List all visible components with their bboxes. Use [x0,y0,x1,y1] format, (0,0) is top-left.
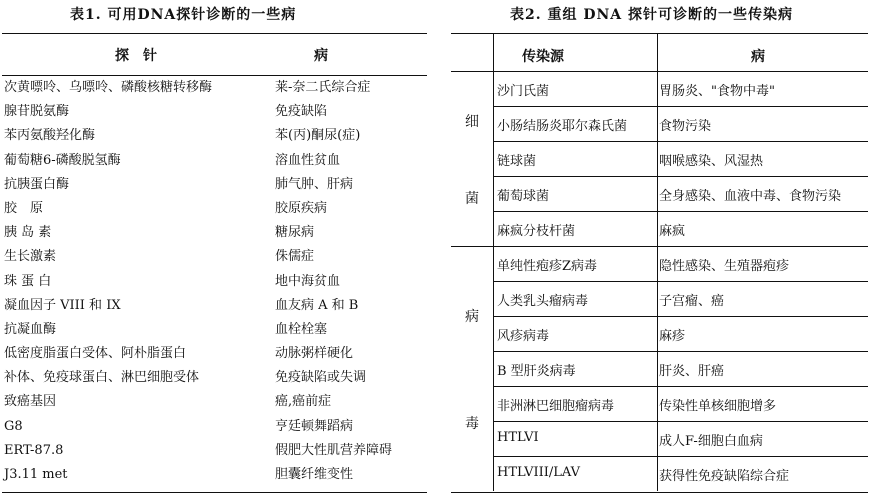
table2-row [493,318,868,349]
table1-probe-cell: ERT-87.8 [4,442,64,458]
table1-probe-cell: 胰 岛 素 [4,225,52,241]
table1-header-row [2,33,427,75]
table1-probe-cell: 抗凝血酶 [4,321,57,337]
table2-row-rule [493,211,868,212]
table1-row [2,76,427,100]
table1-row [2,342,427,366]
table1-disease-cell: 癌,癌前症 [275,394,332,410]
table2-row-rule [493,281,868,282]
table2-source-cell: 沙门氏菌 [497,84,550,99]
table2-row [493,73,868,104]
table1-disease-cell: 胶原疾病 [275,200,328,216]
table2-row-rule [493,316,868,317]
table2-row-rule [493,456,868,457]
table1-probe-cell: 凝血因子 VIII 和 IX [4,297,121,313]
table2-disease-cell: 隐性感染、生殖器疱疹 [659,259,790,274]
table1-disease-cell: 侏儒症 [275,249,315,265]
table1-row [2,270,427,294]
table1-disease-cell: 胆囊纤维变性 [275,467,354,482]
table1-disease-cell: 溶血性贫血 [275,152,341,168]
table1-disease-cell: 动脉粥样硬化 [275,346,354,362]
table1-header-disease: 病 [314,48,328,64]
table2-source-cell: 小肠结肠炎耶尔森氏菌 [497,119,628,134]
table2-header-disease: 病 [751,49,765,65]
table2-source-cell: B 型肝炎病毒 [497,364,576,379]
table2-caption: 表2. 重组 DNA 探针可诊断的一些传染病 [510,7,794,23]
table1-probe-cell: 致癌基因 [4,394,57,410]
table2-category-label: 毒 [465,416,479,433]
table2-row-rule [493,386,868,387]
table2-category-label: 细 [465,114,479,130]
table1-disease-cell: 苯(丙)酮尿(症) [275,128,361,144]
table1-probe-cell: 葡萄糖6-磷酸脱氢酶 [4,152,121,168]
table2-disease-cell: 获得性免疫缺陷综合症 [659,469,790,484]
table1-probe-cell: 胶 原 [4,200,44,216]
table1-disease-cell: 血友病 A 和 B [275,297,359,313]
table2-disease-cell: 麻疹 [659,329,686,344]
table2-row-rule [493,141,868,142]
table1-probe-cell: 腺苷脱氨酶 [4,104,70,120]
table1-body [2,76,427,487]
table2-row [493,283,868,314]
table1-row [2,124,427,148]
table1-disease-cell: 假肥大性肌营养障碍 [275,442,393,458]
table2-row [493,458,868,489]
table1-disease-cell: 免疫缺陷 [275,104,328,120]
table1-row [2,390,427,414]
table1-row [2,197,427,221]
table1-probe-cell: J3.11 met [4,467,68,482]
table2 [451,33,868,493]
table2-disease-cell: 全身感染、血液中毒、食物污染 [659,189,842,204]
table2-disease-cell: 食物污染 [659,119,712,134]
table2-source-cell: 链球菌 [497,154,537,169]
table2-source-cell: 风疹病毒 [497,329,550,344]
table1-row [2,463,427,487]
table2-disease-cell: 肝炎、肝癌 [659,364,725,379]
table1-disease-cell: 免疫缺陷或失调 [275,370,367,386]
table1-header-probe: 探针 [115,48,171,64]
table1-disease-cell: 莱-奈二氏综合症 [275,80,371,95]
table1-row [2,221,427,245]
table2-disease-cell: 成人F-细胞白血病 [659,434,763,449]
table2-row [493,178,868,209]
table2-category-label: 病 [465,308,479,325]
table2-header-source: 传染源 [522,49,564,65]
table1-disease-cell: 糖尿病 [275,225,315,241]
table1-disease-cell: 肺气肿、肝病 [275,176,354,192]
table2-disease-cell: 咽喉感染、风湿热 [659,154,764,169]
table1 [2,33,427,493]
table2-row [493,213,868,244]
table2-row [493,143,868,174]
table2-source-cell: 人类乳头瘤病毒 [497,294,589,309]
table2-source-cell: 麻疯分枝杆菌 [497,224,576,239]
table1-probe-cell: 补体、免疫球蛋白、淋巴细胞受体 [4,370,200,386]
table2-source-cell: 非洲淋巴细胞瘤病毒 [497,399,615,414]
table1-row [2,100,427,124]
table1-row [2,415,427,439]
table2-row-rule [493,176,868,177]
table1-row [2,294,427,318]
table2-grid [451,34,868,491]
table1-caption: 表1. 可用DNA探针诊断的一些病 [70,7,297,23]
table2-source-cell: HTLVI [497,430,539,445]
table1-row [2,245,427,269]
table1-row [2,439,427,463]
table1-row [2,149,427,173]
table1-probe-cell: 次黄嘌呤、乌嘌呤、磷酸核糖转移酶 [4,80,213,95]
table1-disease-cell: 血栓栓塞 [275,321,328,337]
table1-probe-cell: 苯丙氨酸羟化酶 [4,128,96,144]
table2-row [493,388,868,419]
table1-row [2,318,427,342]
table1-row [2,173,427,197]
table2-category-label: 菌 [465,191,479,207]
table2-row-rule [493,106,868,107]
table2-source-cell: HTLVIII/LAV [497,465,581,480]
table1-disease-cell: 亨廷顿舞蹈病 [275,418,354,434]
table1-probe-cell: 珠 蛋 白 [4,273,52,289]
table2-row [493,353,868,384]
table2-row-rule [493,351,868,352]
table2-disease-cell: 胃肠炎、"食物中毒" [659,84,775,99]
table1-probe-cell: 抗胰蛋白酶 [4,176,70,192]
table2-group-rule [451,246,868,247]
table2-disease-cell: 传染性单核细胞增多 [659,399,777,414]
table2-header-rule [451,71,868,72]
table2-source-cell: 葡萄球菌 [497,189,550,204]
table1-probe-cell: G8 [4,418,23,434]
table2-disease-cell: 麻疯 [659,224,686,239]
table2-row [493,248,868,279]
table1-disease-cell: 地中海贫血 [275,273,341,289]
table1-bottom-rule [2,492,427,493]
table2-source-cell: 单纯性疱疹Z病毒 [497,259,598,274]
table2-row-rule [493,421,868,422]
table1-probe-cell: 生长激素 [4,249,57,265]
table2-row [493,108,868,139]
table2-disease-cell: 子宫瘤、癌 [659,294,725,309]
table2-row [493,423,868,454]
table1-row [2,366,427,390]
table1-probe-cell: 低密度脂蛋白受体、阿朴脂蛋白 [4,346,187,362]
